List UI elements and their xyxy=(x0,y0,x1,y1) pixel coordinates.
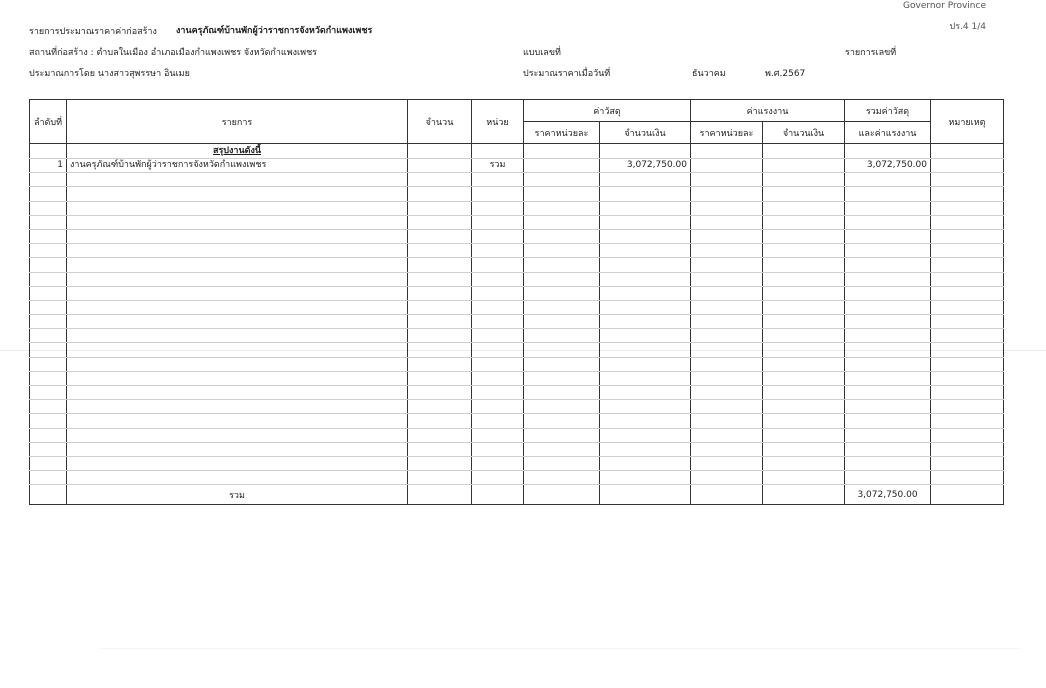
row-labor-amount xyxy=(763,159,845,173)
province-label: Governor Province xyxy=(903,1,986,11)
row-material-unit-price xyxy=(524,159,600,173)
empty-row xyxy=(30,456,1004,470)
section-title: สรุปงานดังนี้ xyxy=(67,144,408,159)
empty-row xyxy=(30,329,1004,343)
estimate-year: พ.ศ.2567 xyxy=(765,69,806,79)
empty-row xyxy=(30,286,1004,300)
empty-row xyxy=(30,201,1004,215)
header-material-group: ค่าวัสดุ xyxy=(524,100,691,122)
header-material-unit-price: ราคาหน่วยละ xyxy=(524,122,600,144)
boq-table xyxy=(29,99,1004,505)
empty-row xyxy=(30,386,1004,400)
header-item: รายการ xyxy=(67,100,408,144)
empty-row xyxy=(30,442,1004,456)
empty-row xyxy=(30,428,1004,442)
row-item: งานครุภัณฑ์บ้านพักผู้ว่าราชการจังหวัดกำแพงเพชร xyxy=(67,159,408,173)
empty-row xyxy=(30,187,1004,201)
empty-row xyxy=(30,471,1004,485)
header-total-line1: รวมค่าวัสดุ xyxy=(845,100,931,122)
footer-total: 3,072,750.00 xyxy=(845,485,931,505)
empty-row xyxy=(30,258,1004,272)
empty-row xyxy=(30,357,1004,371)
item-no-label: รายการเลขที่ xyxy=(845,48,897,58)
header-unit: หน่วย xyxy=(472,100,524,144)
empty-row xyxy=(30,343,1004,357)
row-unit: รวม xyxy=(472,159,524,173)
footer-row xyxy=(30,485,1004,505)
empty-row xyxy=(30,371,1004,385)
empty-row xyxy=(30,229,1004,243)
section-row xyxy=(30,144,1004,159)
estimate-title-value: งานครุภัณฑ์บ้านพักผู้ว่าราชการจังหวัดกำแพงเพชร xyxy=(176,26,373,36)
site-location: สถานที่ก่อสร้าง : ตำบลในเมือง อำเภอเมืองกำแพงเพชร จังหวัดกำแพงเพชร xyxy=(29,48,318,58)
scan-line xyxy=(100,648,1020,649)
header-labor-unit-price: ราคาหน่วยละ xyxy=(691,122,763,144)
row-qty xyxy=(408,159,472,173)
boq-sheet xyxy=(29,99,1003,503)
table-row xyxy=(30,159,1004,173)
empty-row xyxy=(30,244,1004,258)
header-total-line2: และค่าแรงงาน xyxy=(845,122,931,144)
row-seq: 1 xyxy=(30,159,67,173)
header-remark: หมายเหตุ xyxy=(931,100,1004,144)
header-seq: ลำดับที่ xyxy=(30,100,67,144)
empty-row xyxy=(30,215,1004,229)
footer-label: รวม xyxy=(67,485,408,505)
form-code: ปร.4 1/4 xyxy=(949,22,986,32)
empty-row xyxy=(30,414,1004,428)
estimate-date-label: ประมาณราคาเมื่อวันที่ xyxy=(523,69,611,79)
row-total: 3,072,750.00 xyxy=(845,159,931,173)
row-material-amount: 3,072,750.00 xyxy=(600,159,691,173)
empty-row xyxy=(30,300,1004,314)
empty-row xyxy=(30,173,1004,187)
empty-row xyxy=(30,400,1004,414)
row-remark xyxy=(931,159,1004,173)
estimate-title-label: รายการประมาณราคาค่าก่อสร้าง xyxy=(29,27,157,37)
empty-row xyxy=(30,315,1004,329)
empty-row xyxy=(30,272,1004,286)
row-labor-unit-price xyxy=(691,159,763,173)
drawing-no-label: แบบเลขที่ xyxy=(523,48,561,58)
header-labor-group: ค่าแรงงาน xyxy=(691,100,845,122)
estimate-month: ธันวาคม xyxy=(692,69,726,79)
header-labor-amount: จำนวนเงิน xyxy=(763,122,845,144)
header-material-amount: จำนวนเงิน xyxy=(600,122,691,144)
estimator: ประมาณการโดย นางสาวสุพรรษา อินเมย xyxy=(29,69,190,79)
header-qty: จำนวน xyxy=(408,100,472,144)
